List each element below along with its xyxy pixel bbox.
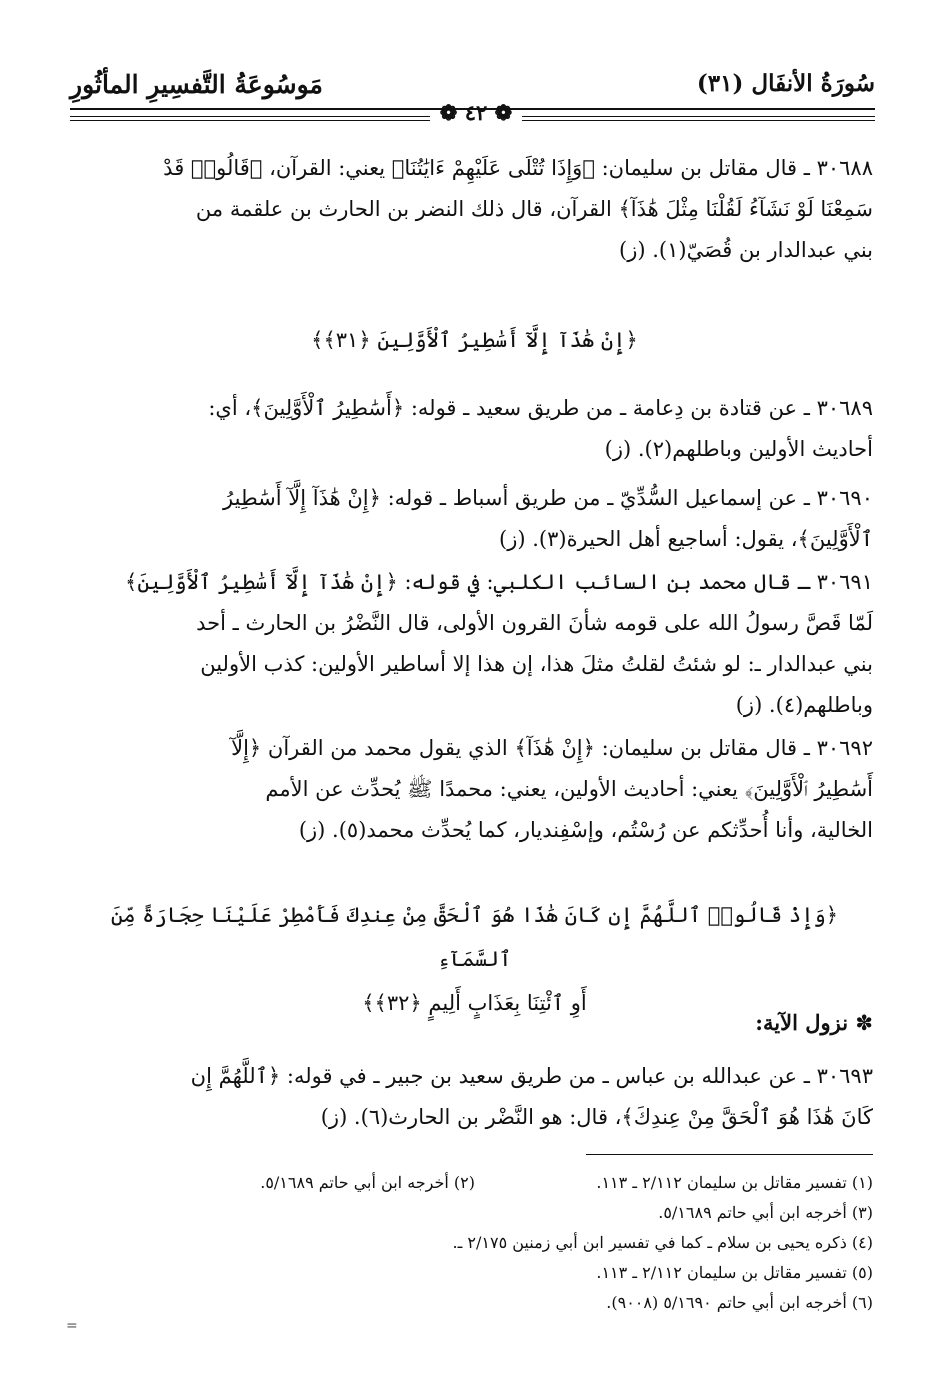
margin-mark: = — [66, 1318, 78, 1334]
footnote-4: (٤) ذكره يحيى بن سلام ـ كما في تفسير ابن أبي زمنين ٢/١٧٥ ـ. — [452, 1233, 873, 1252]
entry-line: وباطلهم(٤). (ز) — [735, 693, 873, 717]
entry-line: ٣٠٦٨٩ ـ عن قتادة بن دِعامة ـ من طريق سعيد ـ قوله: ﴿أَسَٰطِيرُ ٱلْأَوَّلِينَ﴾، أي: — [208, 396, 873, 420]
header-rule-left — [70, 116, 430, 117]
footnote-2: (٢) أخرجه ابن أبي حاتم ٥/١٦٨٩. — [260, 1173, 475, 1192]
quran-verse-31: ﴿إِنْ هَٰذَآ إِلَّآ أَسَٰطِيرُ ٱلْأَوَّلِينَ ﴿٣١﴾﴾ — [311, 328, 638, 352]
footnote-5: (٥) تفسير مقاتل بن سليمان ٢/١١٢ ـ ١١٣. — [596, 1263, 873, 1282]
entry-30689 — [76, 388, 873, 470]
entry-30691 — [76, 562, 873, 726]
flower-ornament-icon: ✽ — [855, 1011, 873, 1035]
entry-line: ٱلْأَوَّلِينَ﴾، يقول: أساجيع أهل الحيرة(٣). (ز) — [499, 527, 873, 551]
entry-30693 — [76, 1056, 873, 1138]
entry-line: ٣٠٦٩١ ـ قال محمد بن السائب الكلبي: في قوله: ﴿إِنْ هَٰذَآ إِلَّآ أَسَٰطِيرُ ٱلْأَوَّلِينَ﴾ — [125, 570, 873, 594]
entry-line: بني عبدالدار ـ: لو شئتُ لقلتُ مثلَ هذا، إن هذا إلا أساطير الأولين: كذب الأولين — [200, 652, 873, 676]
entry-line: أَسَٰطِيرُ ٱلْأَوَّلِينَ﴾ يعني: أحاديث الأولين، يعني: محمدًا ﷺ يُحدِّث عن الأمم — [265, 777, 873, 801]
entry-30690 — [76, 478, 873, 560]
entry-30692 — [76, 728, 873, 851]
entry-line: لَمّا قَصَّ رسولُ الله على قومه شأنَ القرون الأولى، قال النَّضْرُ بن الحارث ـ أحد — [196, 611, 873, 635]
entry-line: ٣٠٦٩٠ ـ عن إسماعيل السُّدِّيّ ـ من طريق أسباط ـ قوله: ﴿إِنْ هَٰذَآ إِلَّآ أَسَٰطِيرُ — [223, 486, 873, 510]
footnote-3: (٣) أخرجه ابن أبي حاتم ٥/١٦٨٩. — [658, 1203, 873, 1222]
entry-line: كَانَ هَٰذَا هُوَ ٱلْحَقَّ مِنْ عِندِكَ﴾، قال: هو النَّضْر بن الحارث(٦). (ز) — [320, 1105, 873, 1129]
page-number: ❁ ٤٢ ❁ — [439, 100, 513, 125]
header-rule-right-2 — [522, 120, 875, 121]
verse-line: ﴿وَإِذْ قَالُوا۟ ٱللَّهُمَّ إِن كَانَ هَٰذَا هُوَ ٱلْحَقَّ مِنْ عِندِكَ فَأَمْطِرْ عَلَيْنَا حِجَارَةً مِّنَ ٱلسَّمَآءِ — [110, 903, 839, 971]
section-heading — [755, 1010, 873, 1035]
book-title-header: مَوسُوعَةُ التَّفسِيرِ المأثُورِ — [70, 70, 323, 99]
entry-line: أحاديث الأولين وباطلهم(٢). (ز) — [604, 437, 873, 461]
footnote-6: (٦) أخرجه ابن أبي حاتم ٥/١٦٩٠ (٩٠٠٨). — [606, 1293, 873, 1312]
entry-30688 — [76, 148, 873, 271]
verse-line: أَوِ ٱئْتِنَا بِعَذَابٍ أَلِيمٍ ﴿٣٢﴾﴾ — [362, 991, 587, 1015]
surah-header: سُورَةُ الأنفَال (٣١) — [696, 70, 875, 97]
entry-line: ٣٠٦٩٣ ـ عن عبدالله بن عباس ـ من طريق سعيد بن جبير ـ في قوله: ﴿ٱللَّهُمَّ إِن — [190, 1064, 873, 1088]
footnote-1: (١) تفسير مقاتل بن سليمان ٢/١١٢ ـ ١١٣. — [596, 1173, 873, 1192]
entry-line: ٣٠٦٨٨ ـ قال مقاتل بن سليمان: ﴿وَإِذَا تُتْلَى عَلَيْهِمْ ءَايَٰتُنَا﴾ يعني: القرآن، ﴿قَالُوا۟ قَدْ — [163, 156, 873, 180]
section-heading-label: نزول الآية: — [755, 1010, 849, 1035]
quran-verse-32 — [76, 893, 873, 1025]
entry-line: ٣٠٦٩٢ ـ قال مقاتل بن سليمان: ﴿إِنْ هَٰذَآ﴾ الذي يقول محمد من القرآن ﴿إِلَّآ — [231, 736, 873, 760]
header-rule-left-2 — [70, 120, 430, 121]
footnote-rule — [586, 1154, 873, 1155]
entry-line: الخالية، وأنا أُحدِّثكم عن رُسْتُم، وإسْفِنديار، كما يُحدِّث محمد(٥). (ز) — [298, 818, 873, 842]
entry-line: بني عبدالدار بن قُصَيّ(١). (ز) — [619, 238, 873, 262]
entry-line: سَمِعْنَا لَوْ نَشَآءُ لَقُلْنَا مِثْلَ هَٰذَآ﴾ القرآن، قال ذلك النضر بن الحارث بن علقمة من — [195, 197, 873, 221]
header-rule-right — [522, 116, 875, 117]
